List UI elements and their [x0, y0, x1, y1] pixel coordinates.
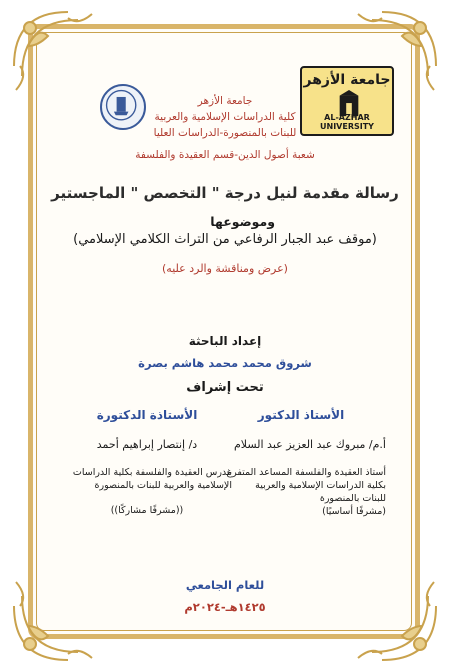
supervision-label: تحت إشراف: [186, 380, 264, 395]
college-branch: للبنات بالمنصورة-الدراسات العليا: [153, 127, 297, 139]
university-name: جامعة الأزهر: [197, 95, 253, 107]
supervisor-name: د/ إنتصار إبراهيم أحمد: [96, 438, 198, 451]
subject-label: وموضوعها: [210, 214, 275, 229]
academic-year-label: للعام الجامعي: [185, 578, 265, 592]
supervisor-role: ((مشرفًا مشاركًا)): [110, 505, 184, 516]
academic-year: ١٤٢٥هـ-٢٠٢٤م: [184, 600, 266, 614]
supervisor-desc: بكلية الدراسات الإسلامية والعربية: [255, 480, 386, 491]
supervisor-primary: [216, 408, 386, 517]
supervisor-name: أ.م/ مبروك عبد العزيز عبد السلام: [233, 438, 386, 451]
al-azhar-logo: جامعة الأزهر AL-AZHAR UNIVERSITY: [300, 66, 394, 136]
thesis-topic: (موقف عبد الجبار الرفاعي من التراث الكلامي الإسلامي): [73, 232, 377, 247]
author-name: شروق محمد محمد هاشم بصرة: [138, 356, 312, 370]
prepared-by-label: إعداد الباحثة: [188, 334, 262, 348]
supervisor-desc: مدرس العقيدة والفلسفة بكلية الدراسات: [72, 467, 232, 478]
supervisor-secondary: [62, 408, 232, 516]
supervisor-desc: للبنات بالمنصورة: [319, 493, 386, 504]
supervisor-desc: الإسلامية والعربية للبنات بالمنصورة: [94, 480, 232, 491]
thesis-title: رسالة مقدمة لنيل درجة " التخصص " الماجستير: [51, 184, 399, 202]
supervisor-title: الأستاذ الدكتور: [257, 408, 345, 422]
supervisor-role: (مشرفًا أساسيًا): [322, 506, 386, 517]
department-name: شعبة أصول الدين-قسم العقيدة والفلسفة: [135, 149, 315, 161]
college-name: كلية الدراسات الإسلامية والعربية: [154, 111, 296, 123]
supervisor-desc: أستاذ العقيدة والفلسفة المساعد المتفرغ: [226, 467, 386, 478]
college-seal-icon: [100, 84, 146, 130]
thesis-subtopic: (عرض ومناقشة والرد عليه): [162, 262, 288, 275]
corner-ornament-icon: [8, 6, 100, 98]
supervisor-title: الأستاذة الدكتورة: [96, 408, 198, 422]
